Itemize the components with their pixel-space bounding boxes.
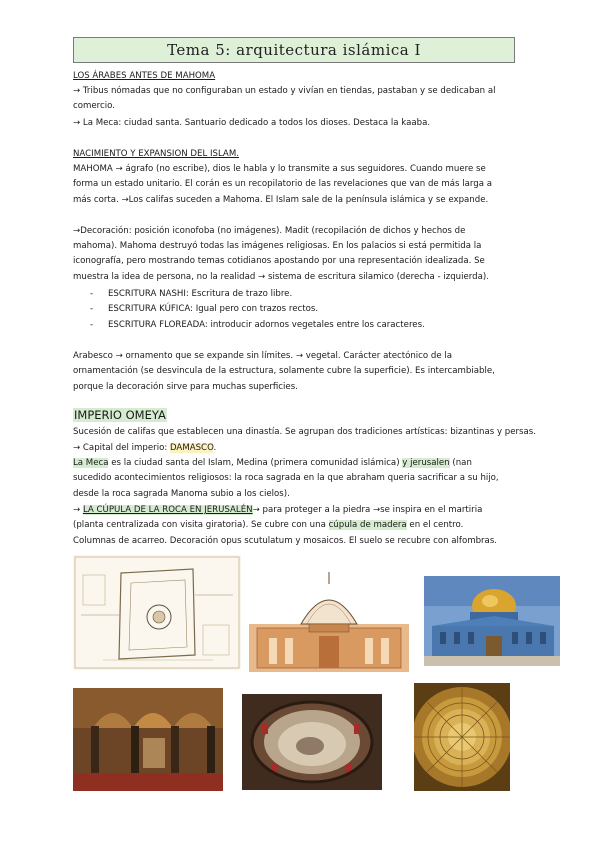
paragraph-line — [73, 456, 543, 471]
text-run: en el centro. — [406, 520, 464, 530]
paragraph-line: ornamentación (se desvincula de la estructura, solamente cubre la superficie). Es intercambiable, — [73, 366, 495, 376]
paragraph-line: → Tribus nómadas que no configuraban un estado y vivían en tiendas, pastaban y se dedicaban al — [73, 86, 496, 96]
title-box — [73, 37, 515, 63]
dome-mosaic-photo — [414, 683, 510, 791]
text-run: (planta centralizada con visita giratoria). Se cubre con una — [73, 520, 329, 530]
paragraph-line: Columnas de acarreo. Decoración opus scutulatum y mosaicos. El suelo se recubre con alfombras. — [73, 536, 498, 546]
list-item-text: ESCRITURA KÚFICA: Igual pero con trazos rectos. — [108, 304, 319, 314]
list-item — [90, 302, 318, 317]
paragraph-line: MAHOMA → ágrafo (no escribe), dios le habla y lo transmite a sus seguidores. Cuando muere se — [73, 164, 486, 174]
paragraph-line: sucedido acontecimientos religiosos: la roca sagrada en la que abraham queria sacrificar a su hijo, — [73, 473, 499, 483]
section-heading-islam: NACIMIENTO Y EXPANSION DEL ISLAM. — [73, 149, 239, 159]
paragraph-line: muestra la idea de persona, no la realidad → sistema de escritura silamico (derecha - izquierda). — [73, 272, 489, 282]
paragraph-line: porque la decoración sirve para muchas superficies. — [73, 382, 298, 392]
page-title: Tema 5: arquitectura islámica I — [167, 41, 421, 59]
paragraph-line: comercio. — [73, 101, 115, 111]
paragraph-line — [73, 518, 543, 533]
text-run: → Capital del imperio: — [73, 443, 170, 453]
interior-columns-photo — [73, 688, 223, 791]
paragraph-line: Sucesión de califas que establecen una dinastía. Se agrupan dos tradiciones artísticas: bizantinas y persas. — [73, 427, 537, 437]
paragraph-line: más corta. →Los califas suceden a Mahoma. El Islam sale de la península islámica y se expande. — [73, 195, 489, 205]
paragraph-line: → La Meca: ciudad santa. Santuario dedicado a todos los dioses. Destaca la kaaba. — [73, 118, 431, 128]
paragraph-line: forma un estado unitario. El corán es un recopilatorio de las revelaciones que van de más larga a — [73, 179, 493, 189]
list-item — [90, 318, 425, 333]
section-heading-omeya: IMPERIO OMEYA — [74, 408, 166, 422]
list-dash: - — [90, 304, 94, 314]
paragraph-line: →Decoración: posición iconofoba (no imágenes). Madit (recopilación de dichos y hechos de — [73, 226, 466, 236]
dome-of-the-rock-photo — [424, 576, 560, 666]
list-dash: - — [90, 289, 94, 299]
section-heading-arabes: LOS ÁRABES ANTES DE MAHOMA — [73, 71, 216, 81]
paragraph-line: Arabesco → ornamento que se expande sin límites. → vegetal. Carácter atectónico de la — [73, 351, 453, 361]
text-run: (nan — [449, 458, 472, 468]
paragraph-line: desde la roca sagrada Manoma subio a los cielos). — [73, 489, 290, 499]
list-item-text: ESCRITURA FLOREADA: introducir adornos vegetales entre los caracteres. — [108, 320, 425, 330]
list-dash: - — [90, 320, 94, 330]
text-run: . — [213, 443, 217, 453]
sacred-rock-photo — [242, 694, 382, 790]
highlight-jerusalen: y jerusalen — [402, 458, 450, 468]
text-run: → para proteger a la piedra →se inspira en el martiria — [252, 505, 483, 515]
highlight-cupula-madera: cúpula de madera — [328, 520, 407, 530]
highlight-cupula-roca: LA CÚPULA DE LA ROCA EN JERUSALÉN — [82, 505, 253, 515]
paragraph-line: iconografía, pero mostrando temas cotidianos apostando por una representación idealizada. Se — [73, 256, 485, 266]
highlight-damasco: DAMASCO — [169, 443, 214, 453]
paragraph-line — [73, 503, 543, 518]
highlight-la-meca: La Meca — [73, 458, 109, 468]
floor-plan-image — [73, 555, 241, 670]
text-run: es la ciudad santa del Islam, Medina (primera comunidad islámica) — [108, 458, 403, 468]
paragraph-line — [73, 441, 543, 456]
paragraph-line: mahoma). Mahoma destruyó todas las imágenes religiosas. En los palacios si está permitida la — [73, 241, 482, 251]
text-run: → — [73, 505, 83, 515]
list-item — [90, 287, 292, 302]
section-drawing-image — [249, 566, 409, 672]
list-item-text: ESCRITURA NASHI: Escritura de trazo libre. — [108, 289, 293, 299]
